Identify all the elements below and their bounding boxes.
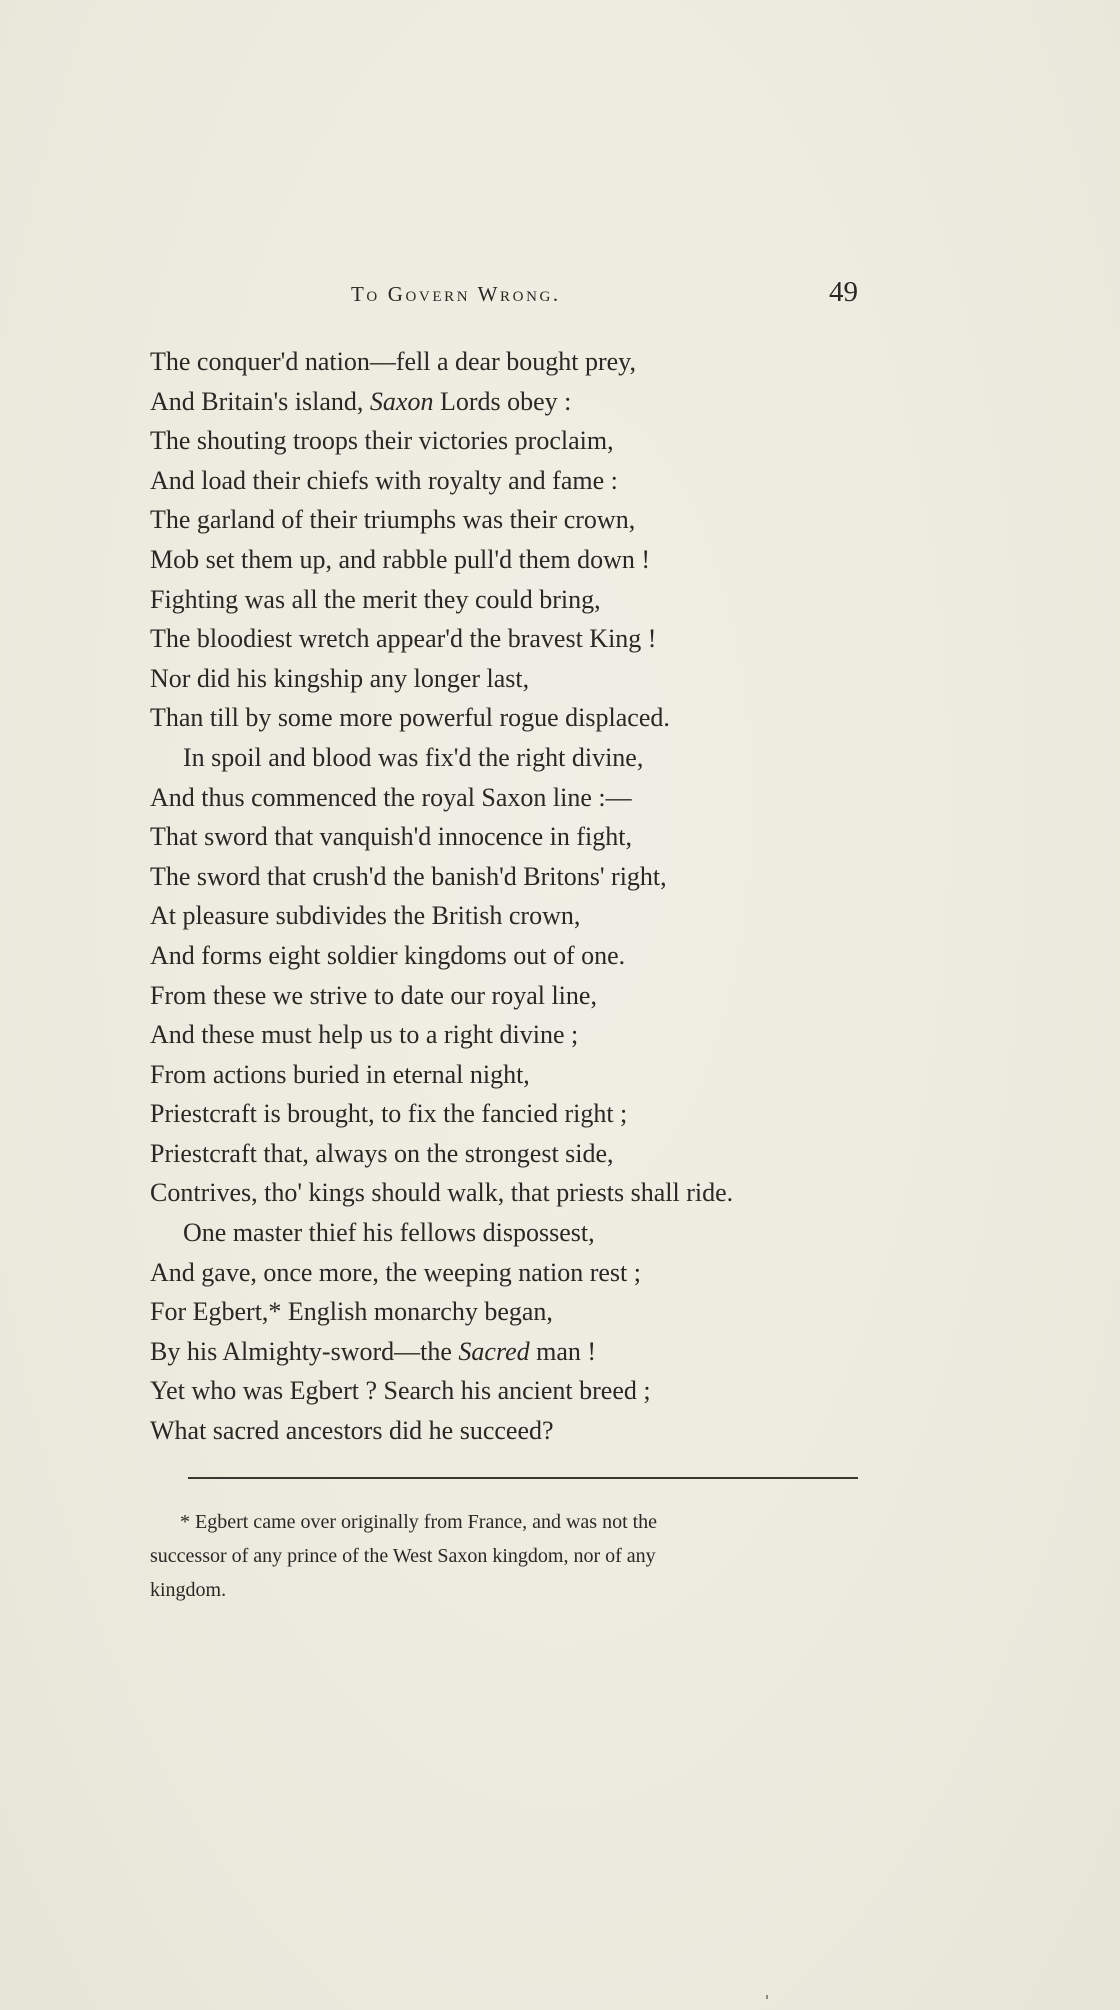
verse-line: And Britain's island, Saxon Lords obey :	[150, 386, 572, 416]
verse-line: Fighting was all the merit they could bring,	[150, 584, 601, 614]
verse-line: What sacred ancestors did he succeed?	[150, 1416, 554, 1446]
footnote-rule	[188, 1477, 858, 1479]
verse-line: And load their chiefs with royalty and fame :	[150, 465, 618, 495]
verse-line: At pleasure subdivides the British crown,	[150, 901, 581, 931]
paper-speck	[766, 1995, 768, 1999]
verse-line: For Egbert,* English monarchy began,	[150, 1297, 553, 1327]
verse-line: The shouting troops their victories proclaim,	[150, 426, 614, 456]
verse-line: From these we strive to date our royal line,	[150, 980, 597, 1010]
verse-line: From actions buried in eternal night,	[150, 1059, 530, 1089]
footnote-line: * Egbert came over originally from France, and was not the	[180, 1511, 658, 1533]
verse-line: Priestcraft is brought, to fix the fancied right ;	[150, 1099, 628, 1129]
verse-line: One master thief his fellows dispossest,	[183, 1218, 595, 1248]
verse-line: And gave, once more, the weeping nation rest ;	[150, 1257, 641, 1287]
page-number: 49	[829, 276, 858, 308]
footnote-line: successor of any prince of the West Saxon kingdom, nor of any	[150, 1545, 656, 1567]
verse-line: Mob set them up, and rabble pull'd them down !	[150, 544, 651, 574]
verse-line: Than till by some more powerful rogue displaced.	[150, 703, 670, 733]
page-header	[150, 276, 858, 316]
verse-italic-word: Sacred	[458, 1336, 530, 1366]
verse-line: Nor did his kingship any longer last,	[150, 663, 530, 693]
verse-line: And these must help us to a right divine ;	[150, 1020, 579, 1050]
verse-line: The bloodiest wretch appear'd the bravest King !	[150, 624, 657, 654]
verse-line: And thus commenced the royal Saxon line :—	[150, 782, 632, 812]
verse-italic-word: Saxon	[369, 386, 434, 416]
footnote	[150, 1505, 870, 1607]
verse-line: The garland of their triumphs was their crown,	[150, 505, 636, 535]
verse-line: Contrives, tho' kings should walk, that priests shall ride.	[150, 1178, 734, 1208]
verse-line: The sword that crush'd the banish'd Britons' right,	[150, 861, 667, 891]
verse-line: Yet who was Egbert ? Search his ancient breed ;	[150, 1376, 651, 1406]
verse-line: And forms eight soldier kingdoms out of one.	[150, 940, 626, 970]
verse-line: Priestcraft that, always on the strongest side,	[150, 1138, 614, 1168]
poem-text	[150, 342, 870, 1451]
footnote-line: kingdom.	[150, 1579, 227, 1601]
verse-line: In spoil and blood was fix'd the right divine,	[183, 742, 644, 772]
verse-line: The conquer'd nation—fell a dear bought prey,	[150, 347, 636, 376]
running-head: To Govern Wrong.	[351, 282, 561, 306]
verse-line: By his Almighty-sword—the Sacred man !	[150, 1336, 597, 1366]
verse-line: That sword that vanquish'd innocence in fight,	[150, 822, 632, 852]
